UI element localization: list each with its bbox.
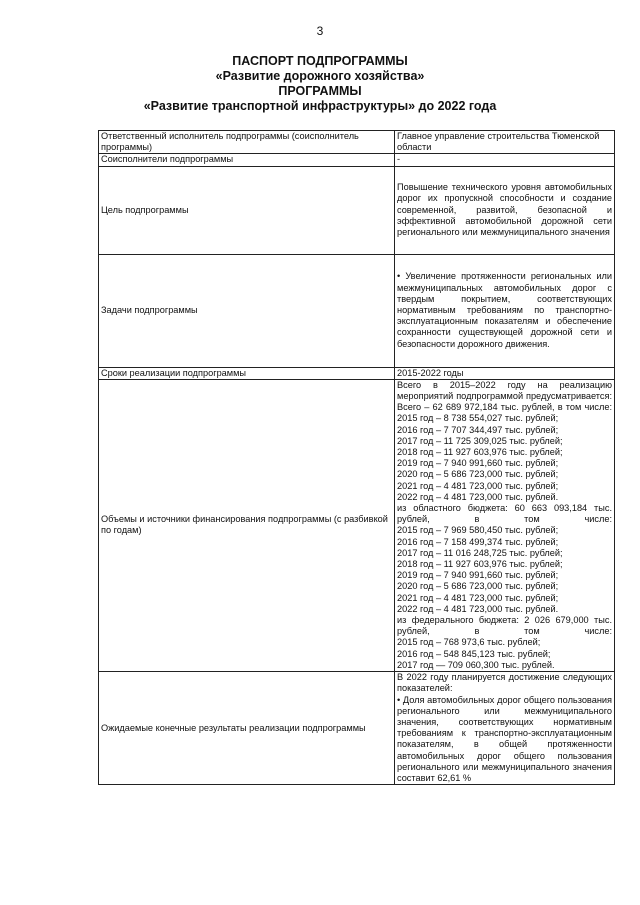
funding-year-line: 2018 год – 11 927 603,976 тыс. рублей; xyxy=(397,559,563,570)
document-title xyxy=(0,54,640,114)
funding-total-years xyxy=(397,413,612,503)
funding-year-line: 2019 год – 7 940 991,660 тыс. рублей; xyxy=(397,570,559,581)
funding-year-line: 2021 год – 4 481 723,000 тыс. рублей; xyxy=(397,592,559,603)
title-line-1: ПАСПОРТ ПОДПРОГРАММЫ xyxy=(232,54,408,68)
funding-year-line: 2019 год – 7 940 991,660 тыс. рублей; xyxy=(397,458,559,469)
passport-table xyxy=(98,130,615,785)
row-terms xyxy=(99,367,615,379)
funding-year-line: 2020 год – 5 686 723,000 тыс. рублей; xyxy=(397,469,559,480)
page-number: 3 xyxy=(316,24,324,38)
funding-regional-years xyxy=(397,525,612,615)
funding-intro: Всего в 2015–2022 году на реализацию мероприятий подпрограммой предусматривается: xyxy=(397,379,612,402)
executor-value: Главное управление строительства Тюменской области xyxy=(395,131,615,154)
funding-federal: из федерального бюджета: 2 026 679,000 тыс. рублей, в том числе: xyxy=(397,615,612,637)
tasks-value: • Увеличение протяженности региональных или межмуниципальных автомобильных дорог с твердым покрытием, соответствующих нормативным требованиям по транспортно-эксплуатационным показателям и обеспечение сохранности существующей дорожной сети и безопасности дорожного движения. xyxy=(395,254,615,367)
results-label: Ожидаемые конечные результаты реализации подпрограммы xyxy=(99,672,395,785)
funding-year-line: 2015 год – 8 738 554,027 тыс. рублей; xyxy=(397,413,559,424)
coexecutors-value: - xyxy=(395,154,615,166)
results-intro: В 2022 году планируется достижение следующих показателей: xyxy=(397,672,612,694)
title-line-3: ПРОГРАММЫ xyxy=(278,84,362,98)
funding-total: Всего – 62 689 972,184 тыс. рублей, в том числе: xyxy=(397,402,612,413)
funding-year-line: 2016 год – 7 158 499,374 тыс. рублей; xyxy=(397,536,559,547)
funding-value xyxy=(395,379,615,671)
coexecutors-label: Соисполнители подпрограммы xyxy=(99,154,395,166)
funding-year-line: 2015 год – 768 973,6 тыс. рублей; xyxy=(397,637,541,648)
funding-year-line: 2021 год – 4 481 723,000 тыс. рублей; xyxy=(397,480,559,491)
funding-label: Объемы и источники финансирования подпрограммы (с разбивкой по годам) xyxy=(99,379,395,671)
terms-label: Сроки реализации подпрограммы xyxy=(99,367,395,379)
funding-year-line: 2020 год – 5 686 723,000 тыс. рублей; xyxy=(397,581,559,592)
terms-value: 2015-2022 годы xyxy=(395,367,615,379)
row-tasks xyxy=(99,254,615,367)
funding-year-line: 2017 год – 11 725 309,025 тыс. рублей; xyxy=(397,435,563,446)
row-funding xyxy=(99,379,615,671)
row-goal xyxy=(99,166,615,254)
funding-year-line: 2022 год – 4 481 723,000 тыс. рублей. xyxy=(397,603,559,614)
row-coexecutors xyxy=(99,154,615,166)
funding-federal-years xyxy=(397,637,612,671)
funding-year-line: 2016 год – 548 845,123 тыс. рублей; xyxy=(397,648,551,659)
funding-regional: из областного бюджета: 60 663 093,184 тыс. рублей, в том числе: xyxy=(397,503,612,525)
funding-year-line: 2015 год – 7 969 580,450 тыс. рублей; xyxy=(397,525,559,536)
goal-label: Цель подпрограммы xyxy=(99,166,395,254)
row-results xyxy=(99,672,615,785)
goal-value: Повышение технического уровня автомобильных дорог их пропускной способности и создание современной, развитой, безопасной и эффективной автомобильной дорожной сети регионального или межмуниципального значения xyxy=(395,166,615,254)
row-executor xyxy=(99,131,615,154)
executor-label: Ответственный исполнитель подпрограммы (соисполнитель программы) xyxy=(99,131,395,154)
title-line-4: «Развитие транспортной инфраструктуры» до 2022 года xyxy=(143,99,497,113)
results-value: • Доля автомобильных дорог общего пользования регионального или межмуниципального значения, соответствующих нормативным требованиям к транспортно-эксплуатационным показателям, в общей протяженности автомобильных дорог общего пользования регионального или межмуниципального значения составит 62,61 % xyxy=(397,694,612,783)
funding-year-line: 2017 год — 709 060,300 тыс. рублей. xyxy=(397,659,555,670)
results-value-cell xyxy=(395,672,615,785)
tasks-label: Задачи подпрограммы xyxy=(99,254,395,367)
funding-year-line: 2016 год – 7 707 344,497 тыс. рублей; xyxy=(397,424,559,435)
funding-year-line: 2017 год – 11 016 248,725 тыс. рублей; xyxy=(397,547,563,558)
funding-year-line: 2022 год – 4 481 723,000 тыс. рублей. xyxy=(397,491,559,502)
title-line-2: «Развитие дорожного хозяйства» xyxy=(215,69,425,83)
funding-year-line: 2018 год – 11 927 603,976 тыс. рублей; xyxy=(397,447,563,458)
